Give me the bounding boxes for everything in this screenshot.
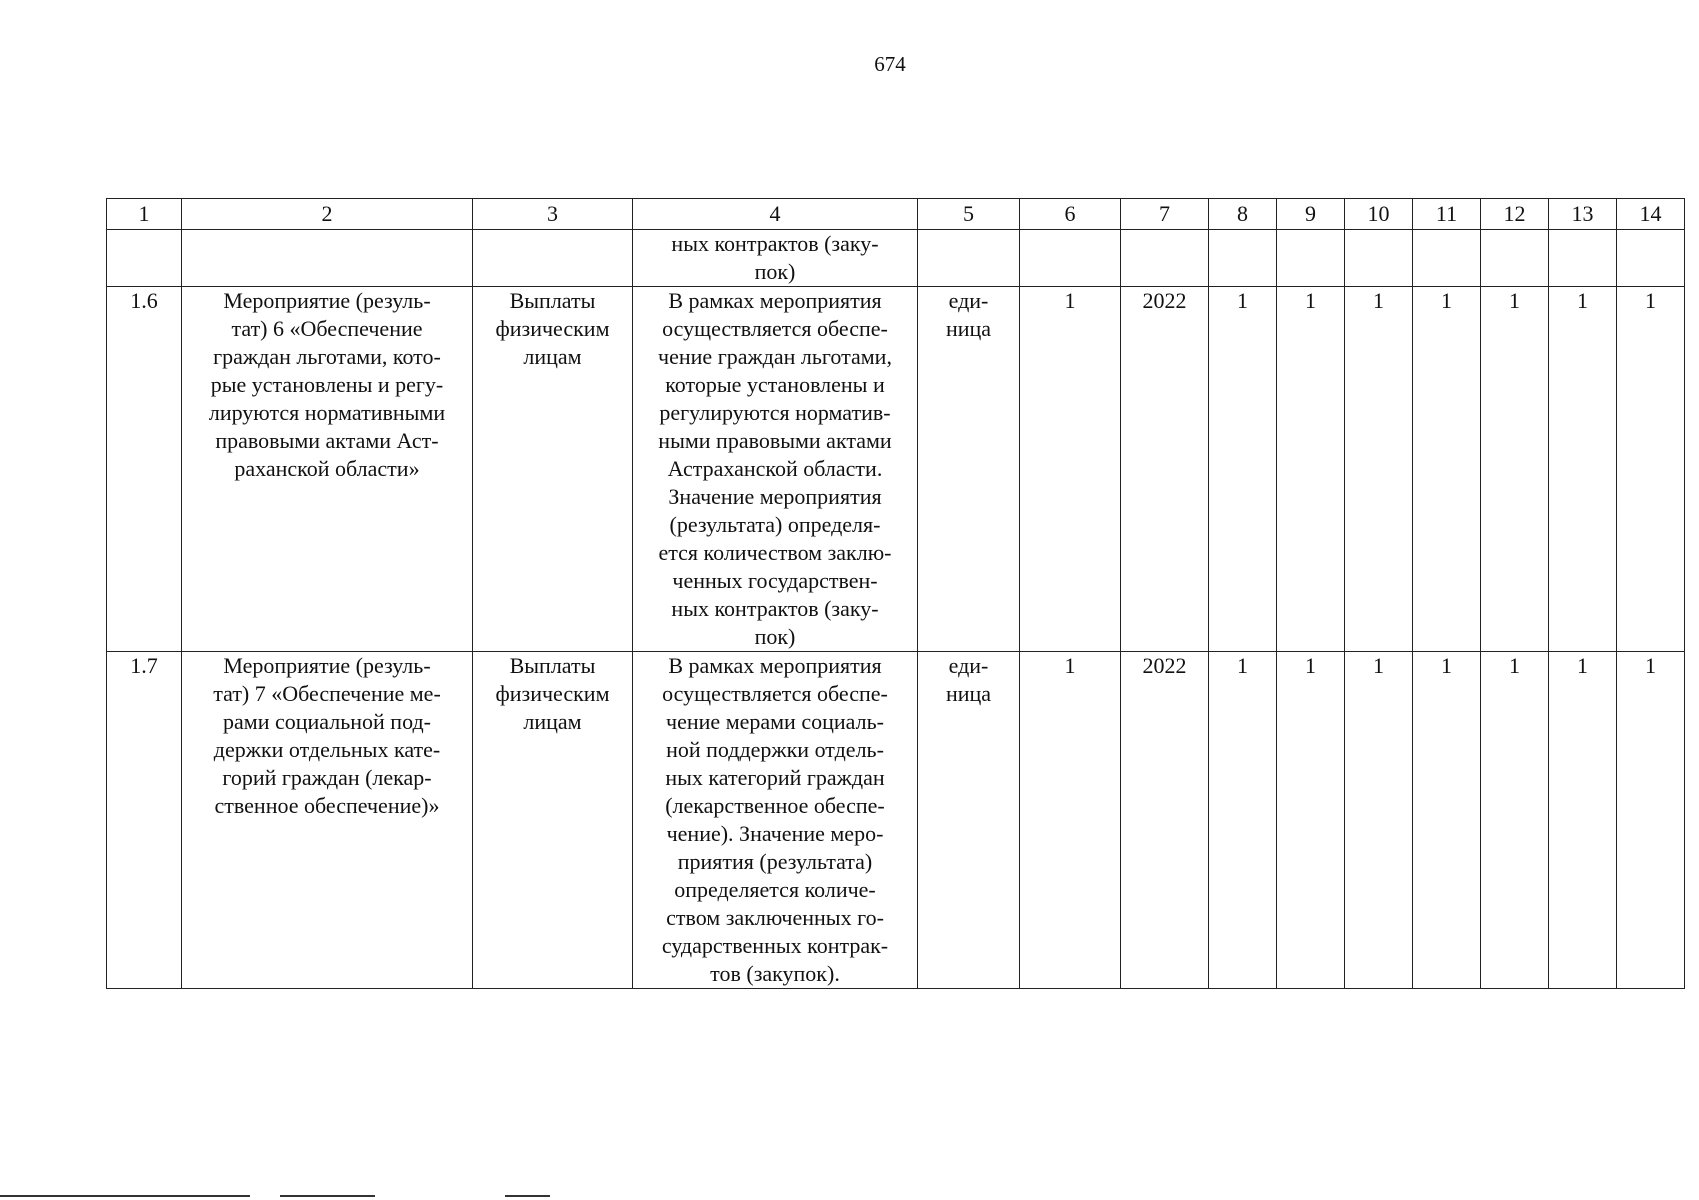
measure-name-cell-line: тат) 7 «Обеспечение ме- — [213, 681, 441, 706]
description-cell-line: ных категорий граждан — [665, 765, 885, 790]
description-cell-line: пок) — [754, 259, 796, 284]
value-cell: 1 — [1481, 287, 1549, 652]
value-cell: 1 — [1549, 287, 1617, 652]
table-row — [107, 287, 1685, 652]
value-cell — [1345, 230, 1413, 287]
description-cell-line: определяется количе- — [674, 877, 876, 902]
value-cell: 1 — [1209, 287, 1277, 652]
description-cell-line: ством заключенных го- — [666, 905, 884, 930]
table-header-row — [107, 199, 1685, 230]
header-cell: 14 — [1617, 199, 1685, 230]
header-cell: 5 — [918, 199, 1020, 230]
header-cell: 10 — [1345, 199, 1413, 230]
description-cell-line: (лекарственное обеспе- — [665, 793, 885, 818]
value-cell — [1413, 230, 1481, 287]
row-number-cell: 1.7 — [107, 652, 182, 989]
description-cell — [633, 652, 918, 989]
header-cell: 8 — [1209, 199, 1277, 230]
measure-name-cell-line: рами социальной под- — [223, 709, 431, 734]
base-year-cell: 2022 — [1121, 287, 1209, 652]
description-cell-line: пок) — [754, 624, 796, 649]
description-cell — [633, 287, 918, 652]
measure-name-cell-line: тат) 6 «Обеспечение — [231, 316, 423, 341]
description-cell-line: чение мерами социаль- — [666, 709, 884, 734]
footer-rule — [280, 1195, 375, 1197]
measure-name-cell — [182, 287, 473, 652]
measure-type-cell-line: физическим — [495, 681, 610, 706]
header-cell: 7 — [1121, 199, 1209, 230]
measure-name-cell-line: ственное обеспечение)» — [214, 793, 440, 818]
table-row — [107, 652, 1685, 989]
value-cell — [1549, 230, 1617, 287]
description-cell-line: ных контрактов (заку- — [671, 231, 879, 256]
value-cell: 1 — [1209, 652, 1277, 989]
measure-type-cell — [473, 230, 633, 287]
value-cell: 1 — [1277, 287, 1345, 652]
description-cell — [633, 230, 918, 287]
value-cell: 1 — [1277, 652, 1345, 989]
description-cell-line: осуществляется обеспе- — [662, 681, 888, 706]
description-cell-line: тов (закупок). — [710, 961, 840, 986]
unit-cell-line: ница — [945, 681, 992, 706]
value-cell: 1 — [1617, 287, 1685, 652]
header-cell: 3 — [473, 199, 633, 230]
unit-cell-line: еди- — [948, 288, 989, 313]
description-cell-line: В рамках мероприятия — [668, 288, 882, 313]
description-cell-line: ченных государствен- — [672, 568, 878, 593]
measure-name-cell-line: держки отдельных кате- — [213, 737, 441, 762]
measure-name-cell — [182, 230, 473, 287]
measure-type-cell-line: Выплаты — [509, 653, 596, 678]
value-cell: 1 — [1413, 287, 1481, 652]
header-cell: 4 — [633, 199, 918, 230]
measure-name-cell — [182, 652, 473, 989]
unit-cell — [918, 652, 1020, 989]
measure-type-cell-line: лицам — [523, 344, 582, 369]
unit-cell — [918, 230, 1020, 287]
base-value-cell: 1 — [1020, 652, 1121, 989]
base-year-cell — [1121, 230, 1209, 287]
description-cell-line: (результата) определя- — [669, 512, 881, 537]
row-number-cell: 1.6 — [107, 287, 182, 652]
measure-name-cell-line: рые установлены и регу- — [210, 372, 444, 397]
description-cell-line: которые установлены и — [665, 372, 885, 397]
value-cell: 1 — [1617, 652, 1685, 989]
value-cell: 1 — [1345, 287, 1413, 652]
value-cell: 1 — [1481, 652, 1549, 989]
base-value-cell: 1 — [1020, 287, 1121, 652]
header-cell: 12 — [1481, 199, 1549, 230]
description-cell-line: регулируются норматив- — [659, 400, 891, 425]
base-value-cell — [1020, 230, 1121, 287]
measure-type-cell-line: лицам — [523, 709, 582, 734]
measure-name-cell-line: граждан льготами, кото- — [213, 344, 441, 369]
description-cell-line: осуществляется обеспе- — [662, 316, 888, 341]
measure-name-cell-line: Мероприятие (резуль- — [223, 288, 431, 313]
header-cell: 11 — [1413, 199, 1481, 230]
unit-cell-line: еди- — [948, 653, 989, 678]
table-row — [107, 230, 1685, 287]
description-cell-line: Значение мероприятия — [668, 484, 882, 509]
measure-type-cell — [473, 287, 633, 652]
value-cell — [1617, 230, 1685, 287]
footer-rule — [0, 1195, 250, 1197]
value-cell: 1 — [1345, 652, 1413, 989]
value-cell: 1 — [1413, 652, 1481, 989]
description-cell-line: ной поддержки отдель- — [666, 737, 884, 762]
value-cell — [1209, 230, 1277, 287]
unit-cell-line: ница — [945, 316, 992, 341]
measure-type-cell-line: Выплаты — [509, 288, 596, 313]
measure-name-cell-line: лируются нормативными — [208, 400, 446, 425]
measure-type-cell-line: физическим — [495, 316, 610, 341]
footer-rule — [505, 1195, 550, 1197]
header-cell: 1 — [107, 199, 182, 230]
base-year-cell: 2022 — [1121, 652, 1209, 989]
row-number-cell — [107, 230, 182, 287]
description-cell-line: В рамках мероприятия — [668, 653, 882, 678]
header-cell: 13 — [1549, 199, 1617, 230]
measure-name-cell-line: Мероприятие (резуль- — [223, 653, 431, 678]
measure-type-cell — [473, 652, 633, 989]
value-cell — [1277, 230, 1345, 287]
measure-name-cell-line: раханской области» — [234, 456, 420, 481]
description-cell-line: Астраханской области. — [667, 456, 883, 481]
header-cell: 6 — [1020, 199, 1121, 230]
measure-name-cell-line: правовыми актами Аст- — [215, 428, 439, 453]
description-cell-line: чение граждан льготами, — [658, 344, 892, 369]
description-cell-line: ных контрактов (заку- — [671, 596, 879, 621]
header-cell: 2 — [182, 199, 473, 230]
measure-name-cell-line: горий граждан (лекар- — [222, 765, 432, 790]
value-cell — [1481, 230, 1549, 287]
header-cell: 9 — [1277, 199, 1345, 230]
description-cell-line: чение). Значение меро- — [666, 821, 884, 846]
unit-cell — [918, 287, 1020, 652]
description-cell-line: приятия (результата) — [677, 849, 873, 874]
value-cell: 1 — [1549, 652, 1617, 989]
description-cell-line: ется количеством заклю- — [658, 540, 892, 565]
indicators-table — [106, 198, 1685, 989]
description-cell-line: ными правовыми актами — [658, 428, 892, 453]
description-cell-line: сударственных контрак- — [661, 933, 889, 958]
page-number: 674 — [874, 52, 906, 76]
